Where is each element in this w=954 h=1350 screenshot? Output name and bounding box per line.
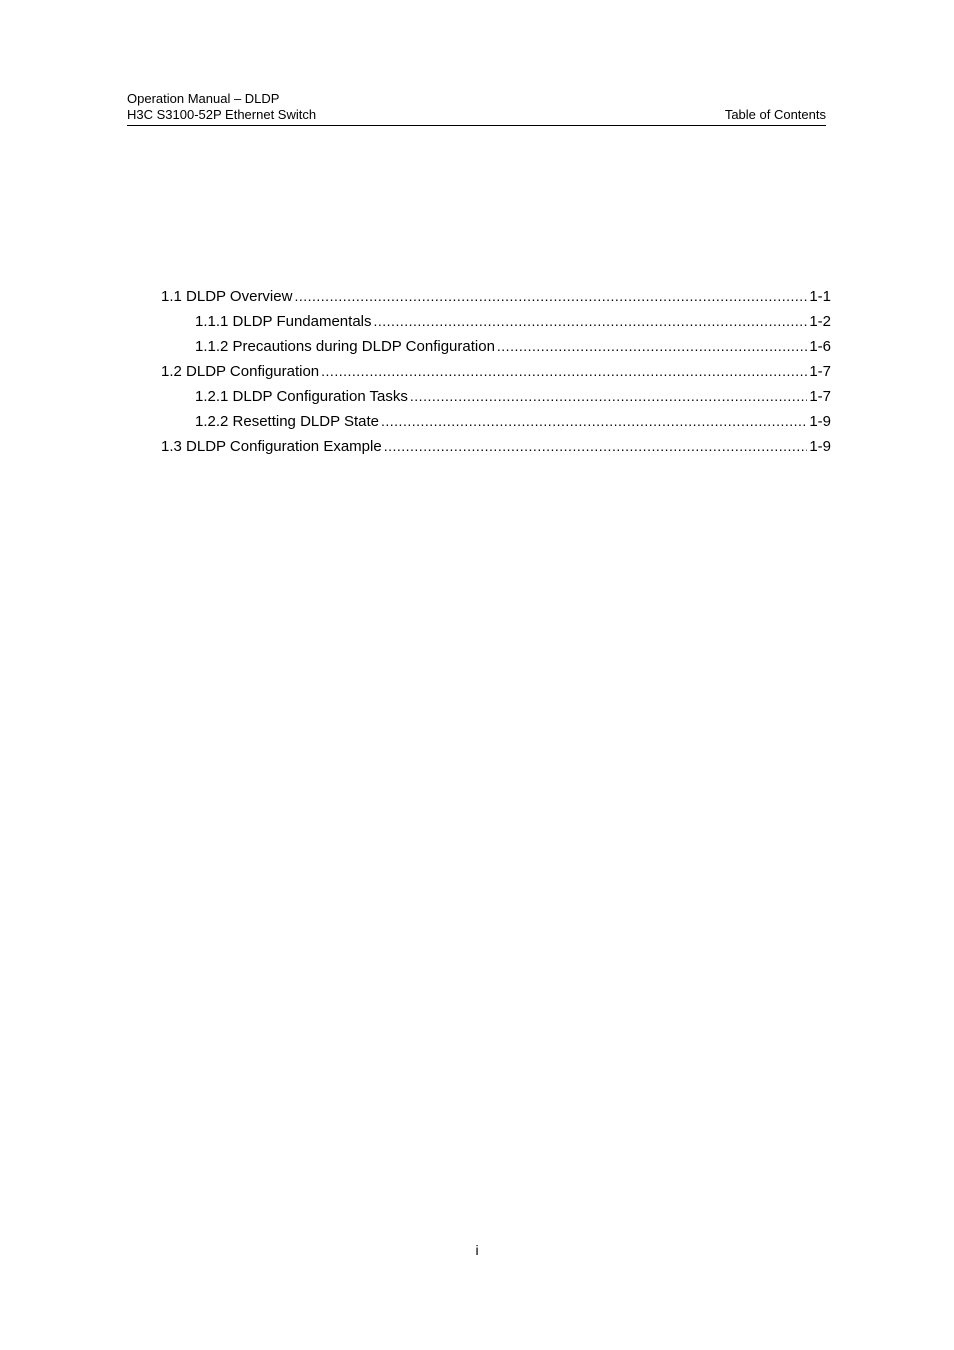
toc-leader-dots <box>294 286 807 306</box>
toc-leader-dots <box>384 436 808 456</box>
toc-entry[interactable] <box>161 386 831 411</box>
toc-entry-page: 1-1 <box>809 288 831 305</box>
toc-entry-title: 1.2.2 Resetting DLDP State <box>195 413 379 430</box>
toc-entry-title: 1.1.2 Precautions during DLDP Configuration <box>195 338 495 355</box>
toc-entry-title: 1.1 DLDP Overview <box>161 288 293 305</box>
toc-entry-page: 1-9 <box>809 413 831 430</box>
header-left <box>127 91 316 123</box>
toc-entry[interactable] <box>161 286 831 311</box>
product-name: H3C S3100-52P Ethernet Switch <box>127 107 317 122</box>
toc-entry-page: 1-9 <box>809 438 831 455</box>
toc-entry[interactable] <box>161 311 831 336</box>
toc-leader-dots <box>381 411 807 431</box>
toc-entry[interactable] <box>161 361 831 386</box>
header-section-title: Table of Contents <box>724 107 826 122</box>
page-header <box>127 91 826 126</box>
toc-entry-title: 1.2 DLDP Configuration <box>161 363 320 380</box>
toc-leader-dots <box>410 386 807 406</box>
toc-leader-dots <box>374 311 808 331</box>
toc-entry[interactable] <box>161 436 831 461</box>
manual-title: Operation Manual – DLDP <box>127 91 280 106</box>
toc-entry-title: 1.2.1 DLDP Configuration Tasks <box>195 388 408 405</box>
table-of-contents <box>161 286 831 461</box>
toc-entry-page: 1-2 <box>809 313 831 330</box>
toc-entry-page: 1-7 <box>809 363 831 380</box>
toc-entry[interactable] <box>161 336 831 361</box>
toc-entry-title: 1.3 DLDP Configuration Example <box>161 438 382 455</box>
toc-entry[interactable] <box>161 411 831 436</box>
toc-entry-page: 1-6 <box>809 338 831 355</box>
toc-leader-dots <box>497 336 807 356</box>
toc-entry-title: 1.1.1 DLDP Fundamentals <box>195 313 372 330</box>
toc-leader-dots <box>321 361 807 381</box>
page-number: i <box>475 1242 479 1258</box>
toc-entry-page: 1-7 <box>809 388 831 405</box>
